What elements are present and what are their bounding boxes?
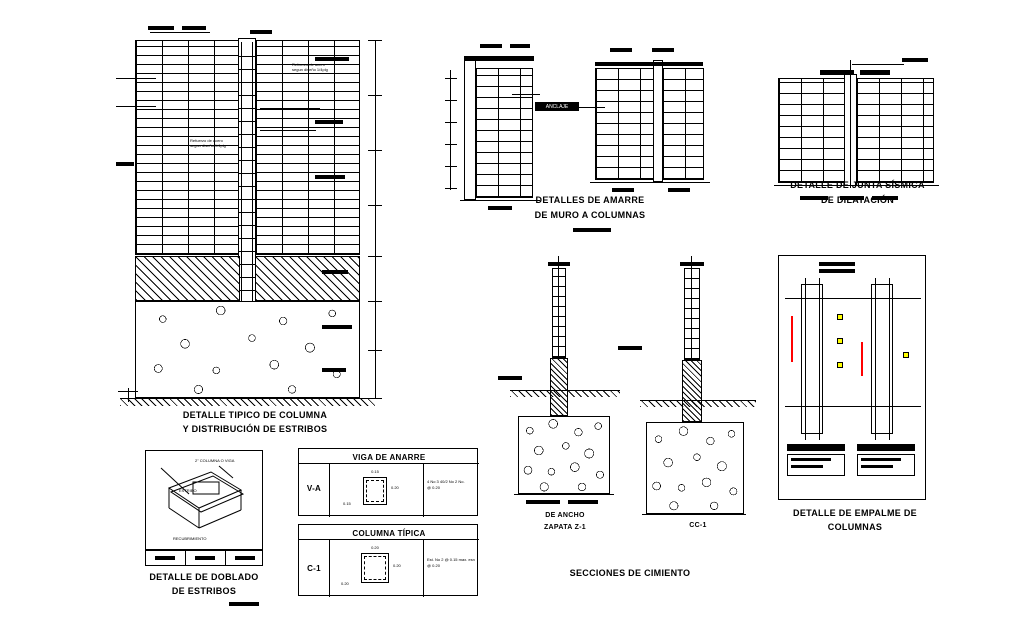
junta-centerline — [850, 60, 851, 188]
stem-cap-a — [548, 262, 570, 266]
dim-block — [610, 48, 632, 52]
splice-marker-red-left — [791, 316, 793, 362]
dim-leader — [128, 388, 129, 402]
table-1-dim-top: 0.15 — [371, 468, 379, 474]
empalme-caption-line-4 — [861, 465, 893, 468]
base-line-b — [590, 182, 710, 183]
splice-marker-red-right — [861, 342, 863, 376]
masonry-wall-right — [255, 40, 360, 255]
detail-6-subtitle: DE ESTRIBOS — [171, 586, 237, 596]
dim-tick — [368, 350, 382, 351]
empalme-bar-r2 — [889, 278, 890, 440]
note-block — [902, 58, 928, 62]
stirrup-shape — [159, 464, 251, 534]
title-underline — [229, 602, 259, 606]
note-block — [250, 30, 272, 34]
soil-hatch-a — [510, 391, 620, 397]
cimiento-seccion-b — [640, 250, 760, 550]
note-anclaje: ANCLAJE — [535, 102, 579, 111]
table-col-divider-1 — [329, 463, 330, 517]
soil-hatch — [120, 399, 375, 406]
stirrup-svg — [159, 464, 251, 534]
dim-tick — [445, 100, 457, 101]
empalme-top-band-2 — [819, 269, 855, 273]
dim-block — [668, 188, 690, 192]
dim-text-block — [315, 120, 343, 124]
cimiento-a-label2: ZAPATA Z-1 — [543, 524, 586, 531]
cimiento-seccion-a — [510, 250, 620, 550]
leader-line — [260, 130, 316, 131]
note-leader — [150, 32, 210, 33]
cimiento-a-label1: DE ANCHO — [545, 512, 585, 519]
dim-tick — [368, 150, 382, 151]
detail-3-title: DETALLE DE JUNTA SÍSMICA — [790, 180, 925, 190]
doblado-cell-3 — [235, 556, 255, 560]
concrete-band-left — [135, 256, 240, 301]
empalme-caption-line-1 — [791, 458, 831, 461]
column-face-a — [464, 60, 476, 200]
table-1-sub-note: 0.15 — [343, 501, 351, 506]
detail-2-subtitle: DE MURO A COLUMNAS — [534, 210, 646, 220]
detail-4-title: SECCIONES DE CIMIENTO — [569, 568, 691, 578]
footing-base-a — [514, 494, 614, 495]
column-stem-b-hatch — [685, 269, 699, 359]
dim-block — [480, 44, 502, 48]
leader-line — [852, 64, 904, 65]
wall-block-b — [595, 68, 657, 180]
table-viga-de-amarre — [298, 448, 478, 516]
leader-line — [116, 78, 156, 79]
detail-5-title: DETALLE DE EMPALME DE — [793, 508, 917, 518]
dim-tick — [445, 78, 457, 79]
dim-text-block — [315, 57, 349, 61]
leader-line — [579, 107, 605, 108]
pedestal-b — [682, 360, 702, 422]
dim-tick — [368, 301, 382, 302]
splice-dot-yellow-1 — [837, 314, 843, 320]
column-stem-a-hatch — [553, 269, 565, 357]
dim-block — [652, 48, 674, 52]
footing-stone-b — [646, 422, 744, 514]
stone-foundation — [135, 301, 360, 398]
table-1-section-inner — [366, 480, 384, 502]
dim-tick — [445, 144, 457, 145]
wall-block-a — [475, 68, 533, 198]
footing-stone-a — [518, 416, 610, 494]
detail-empalme-columnas — [778, 255, 926, 500]
dim-block — [510, 44, 530, 48]
dim-tick — [368, 95, 382, 96]
doblado-table-div2 — [225, 550, 226, 566]
detail-5-subtitle: COLUMNAS — [827, 522, 883, 532]
note-estribo: ESTRIBO — [179, 488, 197, 493]
empalme-caption-line-3 — [861, 458, 901, 461]
dim-block — [612, 188, 634, 192]
junta-wall-right — [856, 78, 934, 183]
table-2-header: COLUMNA TÍPICA — [352, 528, 426, 538]
dim-text-block — [322, 368, 346, 372]
empalme-bar-l2 — [819, 278, 820, 440]
dim-tick — [368, 398, 382, 399]
dim-tick — [368, 256, 382, 257]
table-1-header: VIGA DE ANARRE — [352, 452, 426, 462]
empalme-ref-line-bot — [785, 406, 921, 407]
top-slab-b — [595, 62, 703, 66]
splice-dot-yellow-2 — [837, 338, 843, 344]
dim-text-block — [322, 270, 348, 274]
dim-tick — [368, 40, 382, 41]
detail-amarre-muro — [440, 30, 720, 220]
concrete-band-right — [255, 256, 360, 301]
dim-tick — [445, 166, 457, 167]
table-header-divider — [299, 539, 479, 540]
detail-3-subtitle: DE DILATACIÓN — [820, 195, 895, 205]
detail-doblado-estribos — [145, 450, 275, 595]
empalme-top-band-1 — [819, 262, 855, 266]
table-2-sub-note: 0.20 — [341, 581, 349, 586]
detail-secciones-cimiento — [500, 250, 760, 590]
table-2-dim-top: 0.20 — [371, 544, 379, 550]
empalme-bar-r1 — [875, 278, 876, 440]
doblado-cell-1 — [155, 556, 175, 560]
pedestal-a — [550, 358, 568, 416]
dimension-line-right — [375, 40, 376, 398]
empalme-bar-l1 — [805, 278, 806, 440]
detail-junta-sismica — [760, 30, 960, 220]
doblado-cell-2 — [195, 556, 215, 560]
dim-tick — [445, 122, 457, 123]
table-1-tag: V-A — [306, 483, 322, 493]
splice-dot-yellow-4 — [903, 352, 909, 358]
top-slab-a — [464, 56, 534, 61]
stem-cap-b — [680, 262, 704, 266]
table-2-dim-side: 0.20 — [393, 563, 401, 568]
soil-hatch-b — [640, 401, 756, 407]
column-face-b — [653, 60, 663, 182]
table-col-divider-1 — [329, 539, 330, 597]
table-2-section-inner — [364, 556, 386, 580]
dim-tick — [368, 205, 382, 206]
empalme-note-block-2 — [857, 444, 915, 451]
cimiento-b-label: CC-1 — [689, 522, 707, 529]
note-rebar-mid: Refuerzo de acero segun diseño 1/4plg — [190, 138, 226, 148]
leader-line — [116, 106, 156, 107]
note-block — [148, 26, 174, 30]
dim-text-block — [315, 175, 345, 179]
leader-line — [260, 108, 320, 109]
junta-top-beam-right — [860, 70, 890, 75]
dim-text-block-left — [116, 162, 134, 166]
note-columna-viga: 2" COLUMNA O VIGA — [195, 458, 235, 463]
footing-base-b — [642, 514, 746, 515]
empalme-note-block-1 — [787, 444, 845, 451]
note-rebar-top: Refuerzo de acero segun diseño 1/4plg — [292, 62, 328, 72]
empalme-ref-line-top — [785, 298, 921, 299]
dim-block — [498, 376, 522, 380]
splice-dot-yellow-3 — [837, 362, 843, 368]
dim-tick — [445, 188, 457, 189]
dim-text-block — [322, 325, 352, 329]
table-columna-tipica — [298, 524, 478, 596]
empalme-caption-line-2 — [791, 465, 823, 468]
junta-top-beam-left — [820, 70, 854, 75]
dim-block — [568, 500, 598, 504]
note-block — [182, 26, 206, 30]
junta-wall-left — [778, 78, 846, 183]
table-2-tag: C-1 — [307, 563, 321, 573]
table-1-reinforcement: 4 No 3 40/2 No 2 No. @ 0.20 — [427, 479, 465, 490]
doblado-table-div1 — [185, 550, 186, 566]
table-col-divider-2 — [423, 463, 424, 517]
detail-1-subtitle: Y DISTRIBUCIÓN DE ESTRIBOS — [182, 424, 328, 434]
table-2-reinforcement: Est. No 2 @ 0.15 max. esn @ 0.20 — [427, 557, 475, 568]
detail-6-title: DETALLE DE DOBLADO — [149, 572, 259, 582]
detail-1-title: DETALLE TIPICO DE COLUMNA — [182, 410, 328, 420]
dim-block — [526, 500, 560, 504]
leader-line — [512, 94, 540, 95]
table-1-dim-side: 0.20 — [391, 485, 399, 490]
title-underline — [573, 228, 611, 232]
table-header-divider — [299, 463, 479, 464]
dim-block — [618, 346, 642, 350]
detail-2-title: DETALLES DE AMARRE — [535, 195, 645, 205]
detail-columna-tipica — [110, 20, 400, 434]
note-recubrimiento: RECUBRIMIENTO — [173, 536, 207, 541]
dim-ladder-a — [450, 70, 451, 190]
wall-block-c — [662, 68, 704, 180]
table-col-divider-2 — [423, 539, 424, 597]
